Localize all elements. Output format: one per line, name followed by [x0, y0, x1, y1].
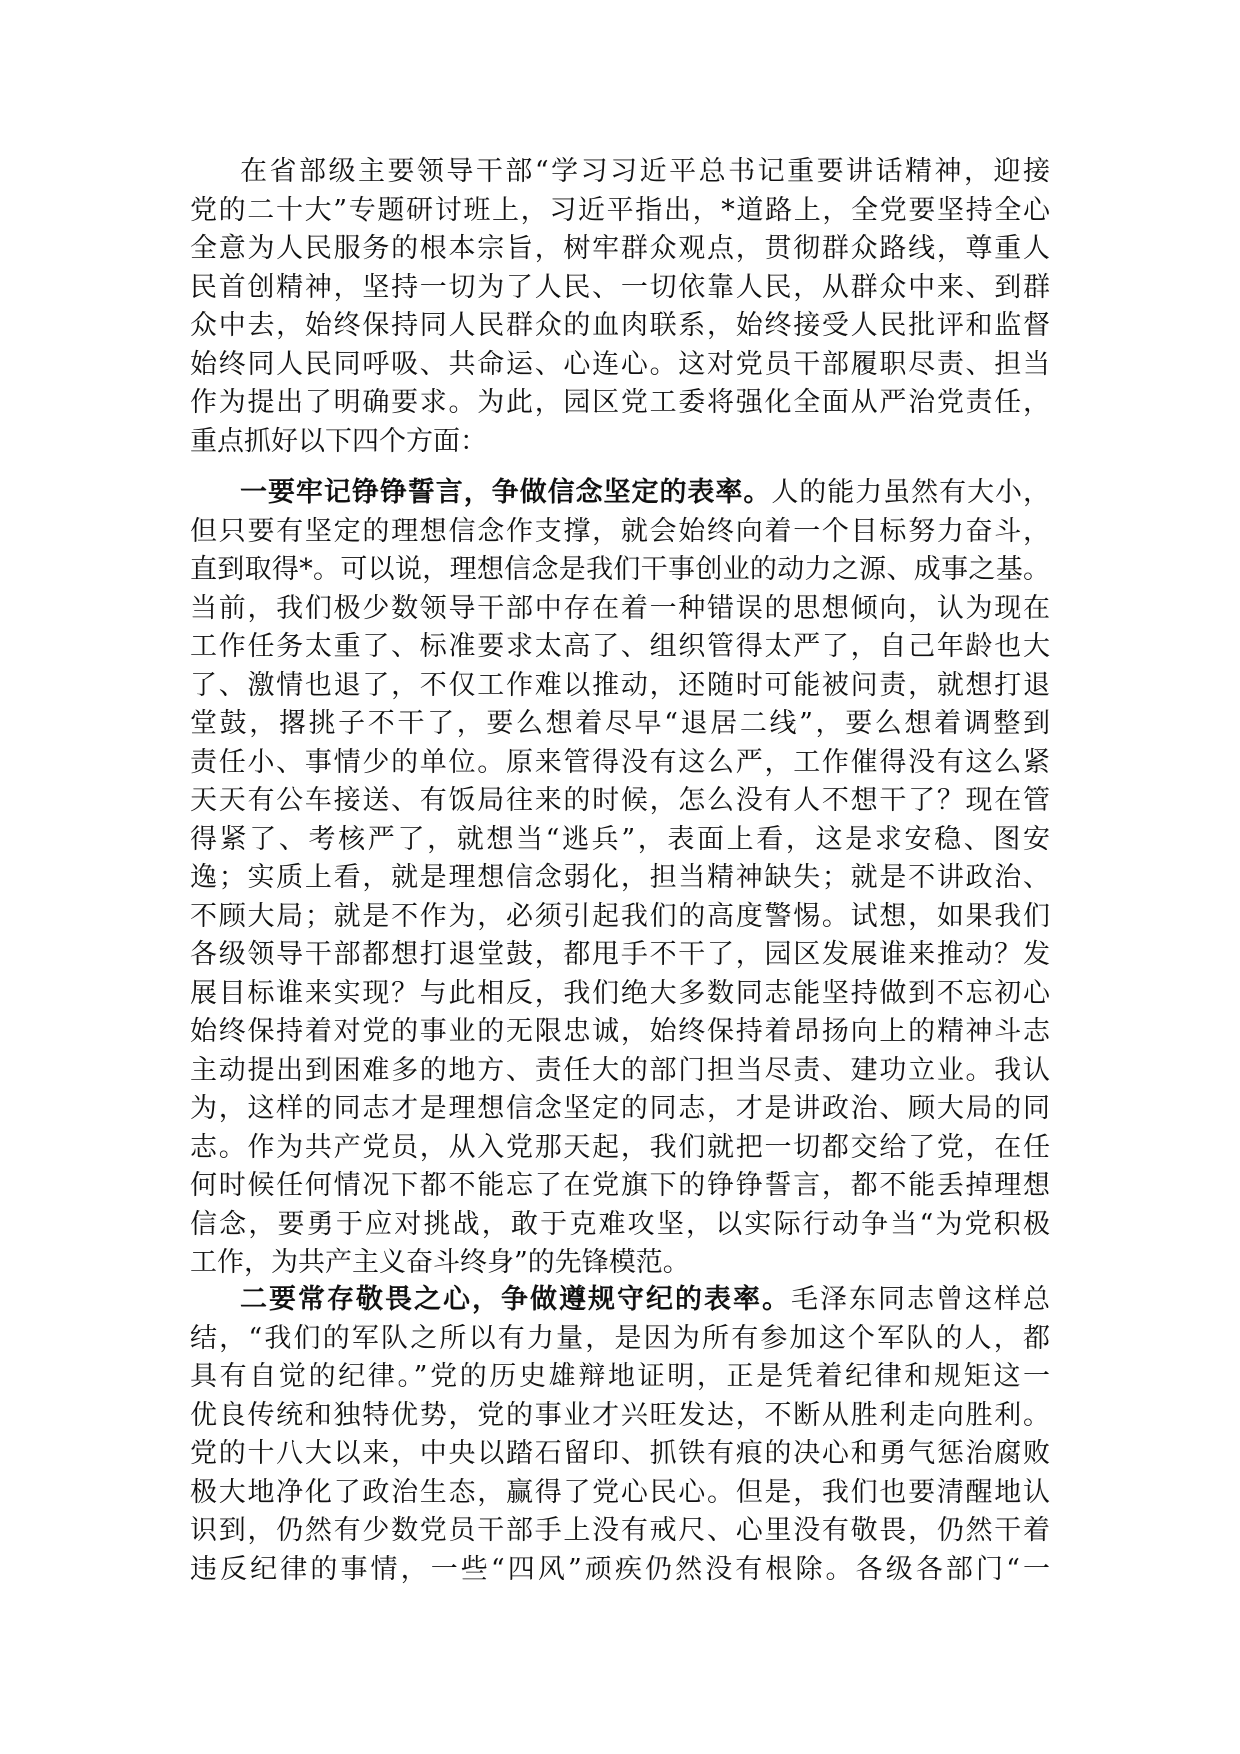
text-line: 为，这样的同志才是理想信念坚定的同志，才是讲政治、顾大局的同	[190, 1093, 1050, 1124]
text-line: 识到，仍然有少数党员干部手上没有戒尺、心里没有敬畏，仍然干着	[190, 1515, 1050, 1546]
text-line: 党的十八大以来，中央以踏石留印、抓铁有痕的决心和勇气惩治腐败	[190, 1438, 1050, 1469]
text-line: 党的二十大”专题研讨班上，习近平指出，*道路上，全党要坚持全心	[190, 194, 1050, 226]
text-line: 众中去，始终保持同人民群众的血肉联系，始终接受人民批评和监督	[190, 310, 1050, 341]
section-heading: 二要常存敬畏之心，争做遵规守纪的表率。	[240, 1284, 791, 1315]
text-line: 天天有公车接送、有饭局往来的时候，怎么没有人不想干了？现在管	[190, 785, 1050, 816]
text-run: 人的能力虽然有大小，	[771, 477, 1051, 508]
text-line: 各级领导干部都想打退堂鼓，都甩手不干了，园区发展谁来推动？发	[190, 939, 1050, 970]
text-line: 信念，要勇于应对挑战，敢于克难攻坚，以实际行动争当“为党积极	[190, 1208, 1050, 1240]
text-run: 毛泽东同志曾这样总	[791, 1284, 1050, 1315]
text-line: 全意为人民服务的根本宗旨，树牢群众观点，贯彻群众路线，尊重人	[190, 233, 1050, 264]
text-line: 极大地净化了政治生态，赢得了党心民心。但是，我们也要清醒地认	[190, 1476, 1050, 1508]
text-line: 具有自觉的纪律。”党的历史雄辩地证明，正是凭着纪律和规矩这一	[190, 1361, 1050, 1392]
text-line: 展目标谁来实现？与此相反，我们绝大多数同志能坚持做到不忘初心	[190, 977, 1050, 1009]
text-line: 始终保持着对党的事业的无限忠诚，始终保持着昂扬向上的精神斗志	[190, 1016, 1050, 1047]
text-line: 得紧了、考核严了，就想当“逃兵”，表面上看，这是求安稳、图安	[190, 823, 1050, 855]
text-line: 责任小、事情少的单位。原来管得没有这么严，工作催得没有这么紧	[190, 746, 1050, 778]
text-line: 了、激情也退了，不仅工作难以推动，还随时可能被问责，就想打退	[190, 669, 1050, 701]
paragraph-intro	[190, 153, 1050, 461]
text-line: 逸；实质上看，就是理想信念弱化，担当精神缺失；就是不讲政治、	[190, 862, 1050, 893]
text-line: 始终同人民同呼吸、共命运、心连心。这对党员干部履职尽责、担当	[190, 348, 1050, 380]
section-heading: 一要牢记铮铮誓言，争做信念坚定的表率。	[240, 477, 772, 508]
text-line: 工作任务太重了、标准要求太高了、组织管得太严了，自己年龄也大	[190, 631, 1050, 662]
paragraph-point-one	[190, 474, 1050, 1283]
text-line: 志。作为共产党员，从入党那天起，我们就把一切都交给了党，在任	[190, 1131, 1050, 1163]
text-line: 何时候任何情况下都不能忘了在党旗下的铮铮誓言，都不能丢掉理想	[190, 1170, 1050, 1201]
text-line: 民首创精神，坚持一切为了人民、一切依靠人民，从群众中来、到群	[190, 271, 1050, 303]
text-line: 不顾大局；就是不作为，必须引起我们的高度警惕。试想，如果我们	[190, 900, 1050, 932]
text-line: 但只要有坚定的理想信念作支撑，就会始终向着一个目标努力奋斗，	[190, 515, 1050, 547]
text-line: 优良传统和独特优势，党的事业才兴旺发达，不断从胜利走向胜利。	[190, 1399, 1050, 1431]
text-line: 当前，我们极少数领导干部中存在着一种错误的思想倾向，认为现在	[190, 592, 1050, 624]
text-line: 结，“我们的军队之所以有力量，是因为所有参加这个军队的人，都	[190, 1322, 1050, 1354]
text-line: 直到取得*。可以说，理想信念是我们干事创业的动力之源、成事之基。	[190, 554, 1050, 585]
paragraph-point-two	[190, 1281, 1050, 1589]
text-line: 主动提出到困难多的地方、责任大的部门担当尽责、建功立业。我认	[190, 1054, 1050, 1086]
text-line: 重点抓好以下四个方面：	[190, 425, 487, 457]
text-line: 在省部级主要领导干部“学习习近平总书记重要讲话精神，迎接	[240, 156, 1050, 187]
text-line: 作为提出了明确要求。为此，园区党工委将强化全面从严治党责任，	[190, 387, 1050, 418]
text-line: 堂鼓，撂挑子不干了，要么想着尽早“退居二线”，要么想着调整到	[190, 708, 1050, 739]
text-line: 工作，为共产主义奋斗终身”的先锋模范。	[190, 1247, 690, 1278]
text-line	[190, 1281, 1050, 1320]
text-line	[190, 474, 1050, 513]
text-line: 违反纪律的事情，一些“四风”顽疾仍然没有根除。各级各部门“一	[190, 1553, 1050, 1585]
